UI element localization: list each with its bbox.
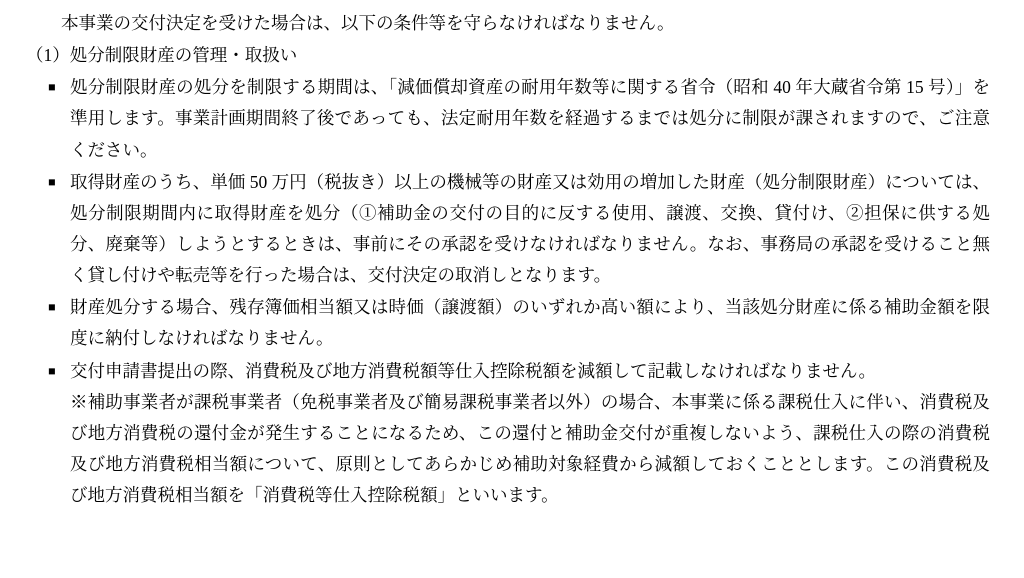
square-bullet-icon: ■ (48, 174, 56, 189)
list-item-note: ※補助事業者が課税事業者（免税事業者及び簡易課税事業者以外）の場合、本事業に係る課税仕入に伴い、消費税及び地方消費税の還付金が発生することになるため、この還付と補助金交付が重複しないよう、課税仕入の際の消費税及び地方消費税相当額について、原則としてあらかじめ補助対象経費から減額しておくこととします。この消費税及び地方消費税相当額を「消費税等仕入控除税額」といいます。 (70, 391, 990, 506)
list-item (26, 72, 990, 165)
square-bullet-icon: ■ (48, 300, 56, 315)
list-item-text: 財産処分する場合、残存簿価相当額又は時価（譲渡額）のいずれか高い額により、当該処分財産に係る補助金額を限度に納付しなければなりません。 (70, 297, 990, 349)
list-item (26, 356, 990, 512)
list-item (26, 292, 990, 354)
square-bullet-icon: ■ (48, 363, 56, 378)
section-heading: （1）処分制限財産の管理・取扱い (26, 45, 298, 66)
condition-bullet-list (26, 72, 990, 511)
list-item (26, 167, 990, 292)
lead-paragraph: 本事業の交付決定を受けた場合は、以下の条件等を守らなければなりません。 (61, 13, 675, 33)
list-item-text: 取得財産のうち、単価 50 万円（税抜き）以上の機械等の財産又は効用の増加した財産（処分制限財産）については、処分制限期間内に取得財産を処分（①補助金の交付の目的に反する使用、譲渡、交換、貸付け、②担保に供する処分、廃棄等）しようとするときは、事前にその承認を受けなければなりません。なお、事務局の承認を受けること無く貸し付けや転売等を行った場合は、交付決定の取消しとなります。 (70, 171, 990, 286)
square-bullet-icon: ■ (48, 80, 56, 95)
list-item-text: 処分制限財産の処分を制限する期間は、「減価償却資産の耐用年数等に関する省令（昭和 40 年大蔵省令第 15 号）」を準用します。事業計画期間終了後であっても、法定耐用年数を経過するまでは処分に制限が課されますので、ご注意ください。 (70, 77, 990, 160)
list-item-text: 交付申請書提出の際、消費税及び地方消費税額等仕入控除税額を減額して記載しなければなりません。 (70, 360, 877, 381)
